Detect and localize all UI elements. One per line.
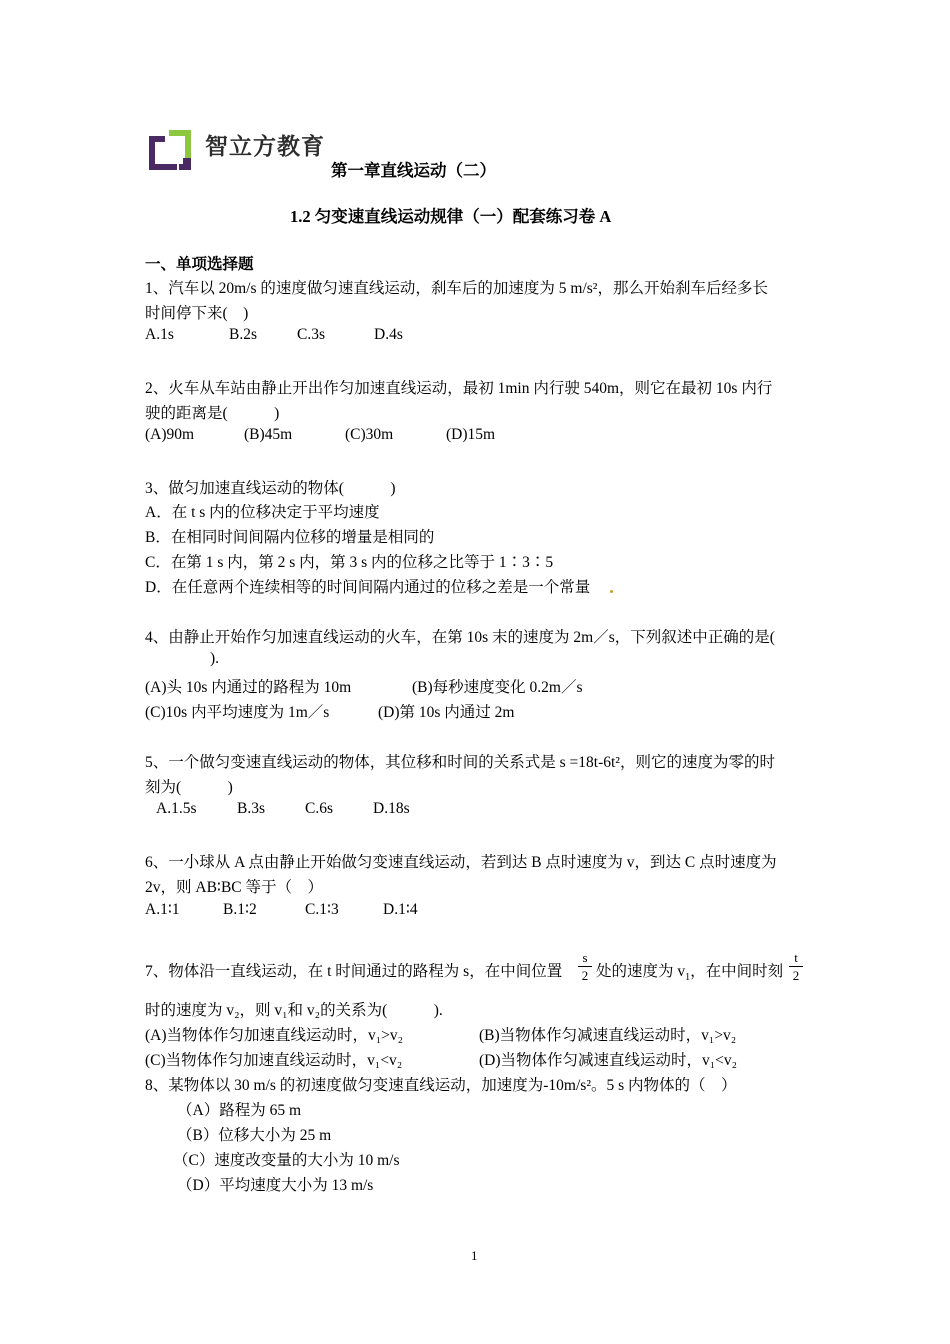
chapter-title: 第一章直线运动（二）: [331, 161, 496, 180]
q1-option-b: B.2s: [229, 326, 257, 343]
q6-option-d: D.1∶4: [383, 901, 418, 918]
q7-subscript: 1: [685, 972, 691, 984]
question-3-stem: 3、做匀加速直线运动的物体( ): [145, 480, 396, 497]
fraction-denominator: 2: [792, 968, 800, 983]
section-heading: 一、单项选择题: [145, 256, 254, 273]
question-6-line2: 2v，则 AB∶BC 等于（ ）: [145, 879, 323, 896]
q6-option-b: B.1∶2: [223, 901, 257, 918]
q3-option-b: B．在相同时间间隔内位移的增量是相同的: [145, 529, 435, 546]
q1-option-a: A.1s: [145, 326, 174, 343]
q5-option-b: B.3s: [237, 800, 265, 817]
question-5-line2: 刻为( ): [145, 779, 233, 796]
fraction-denominator: 2: [581, 968, 589, 983]
q4-option-d: (D)第 10s 内通过 2m: [378, 704, 515, 721]
q7-option-a: (A)当物体作匀加速直线运动时，v₁>v₂: [145, 1027, 404, 1044]
q3-option-c: C．在第 1 s 内，第 2 s 内，第 3 s 内的位移之比等于 1∶3∶5: [145, 554, 554, 571]
fraction-numerator: s: [578, 950, 592, 967]
question-2-line2: 驶的距离是( ): [145, 405, 280, 422]
q5-option-a: A.1.5s: [156, 800, 197, 817]
q7-option-d: (D)当物体作匀减速直线运动时，v₁<v₂: [479, 1052, 738, 1069]
q2-option-d: (D)15m: [446, 426, 496, 443]
q1-option-d: D.4s: [374, 326, 403, 343]
q8-option-d: （D）平均速度大小为 13 m/s: [177, 1177, 374, 1194]
fraction-t-over-2: [789, 950, 803, 984]
q7-text-part3: ，在中间时刻: [690, 963, 784, 980]
question-7-line2: 时的速度为 v₂，则 v₁和 v₂的关系为( ).: [145, 1002, 443, 1019]
q7-option-c: (C)当物体作匀加速直线运动时，v₁<v₂: [145, 1052, 403, 1069]
q2-option-a: (A)90m: [145, 426, 195, 443]
q8-option-a: （A）路程为 65 m: [177, 1102, 302, 1119]
question-5-line1: 5、一个做匀变速直线运动的物体，其位移和时间的关系式是 s =18t-6t²，则它的速度为零的时: [145, 754, 775, 771]
question-1-line1: 1、汽车以 20m/s 的速度做匀速直线运动，刹车后的加速度为 5 m/s²，那么开始刹车后经多长: [145, 280, 768, 297]
fraction-numerator: t: [789, 950, 803, 967]
fraction-s-over-2: [578, 950, 592, 984]
q4-option-b: (B)每秒速度变化 0.2m／s: [412, 679, 583, 696]
q3-option-d: D．在任意两个连续相等的时间间隔内通过的位移之差是一个常量: [145, 579, 591, 596]
page-number: 1: [471, 1248, 478, 1263]
question-4-line2: ).: [210, 650, 220, 667]
q7-option-b: (B)当物体作匀减速直线运动时，v₁>v₂: [479, 1027, 737, 1044]
q7-text-part1: 7、物体沿一直线运动，在 t 时间通过的路程为 s，在中间位置: [145, 963, 563, 980]
q5-option-c: C.6s: [305, 800, 333, 817]
q6-option-a: A.1∶1: [145, 901, 180, 918]
q8-option-b: （B）位移大小为 25 m: [177, 1127, 332, 1144]
stray-mark: [610, 590, 613, 593]
q8-option-c: （C）速度改变量的大小为 10 m/s: [173, 1152, 400, 1169]
question-4-line1: 4、由静止开始作匀加速直线运动的火车，在第 10s 末的速度为 2m／s，下列叙述中正确的是(: [145, 629, 775, 646]
page-title: 1.2 匀变速直线运动规律（一）配套练习卷 A: [290, 207, 612, 226]
q3-option-a: A．在 t s 内的位移决定于平均速度: [145, 504, 380, 521]
q6-option-c: C.1∶3: [305, 901, 339, 918]
logo-text: 智立方教育: [205, 134, 325, 160]
q7-text-part2: 处的速度为 v: [596, 963, 686, 980]
q4-option-c: (C)10s 内平均速度为 1m／s: [145, 704, 330, 721]
question-7-line1-cont: [596, 959, 783, 983]
q5-option-d: D.18s: [373, 800, 410, 817]
question-8-stem: 8、某物体以 30 m/s 的初速度做匀变速直线运动，加速度为-10m/s²。5 s 内物体的（ ）: [145, 1077, 737, 1094]
question-6-line1: 6、一小球从 A 点由静止开始做匀变速直线运动，若到达 B 点时速度为 v，到达 C 点时速度为: [145, 854, 777, 871]
question-1-line2: 时间停下来( ): [145, 305, 249, 322]
q4-option-a: (A)头 10s 内通过的路程为 10m: [145, 679, 352, 696]
question-7-line1: [145, 959, 562, 981]
q1-option-c: C.3s: [297, 326, 325, 343]
q2-option-c: (C)30m: [345, 426, 394, 443]
q2-option-b: (B)45m: [244, 426, 293, 443]
question-2-line1: 2、火车从车站由静止开出作匀加速直线运动，最初 1min 内行驶 540m，则它在最初 10s 内行: [145, 380, 773, 397]
